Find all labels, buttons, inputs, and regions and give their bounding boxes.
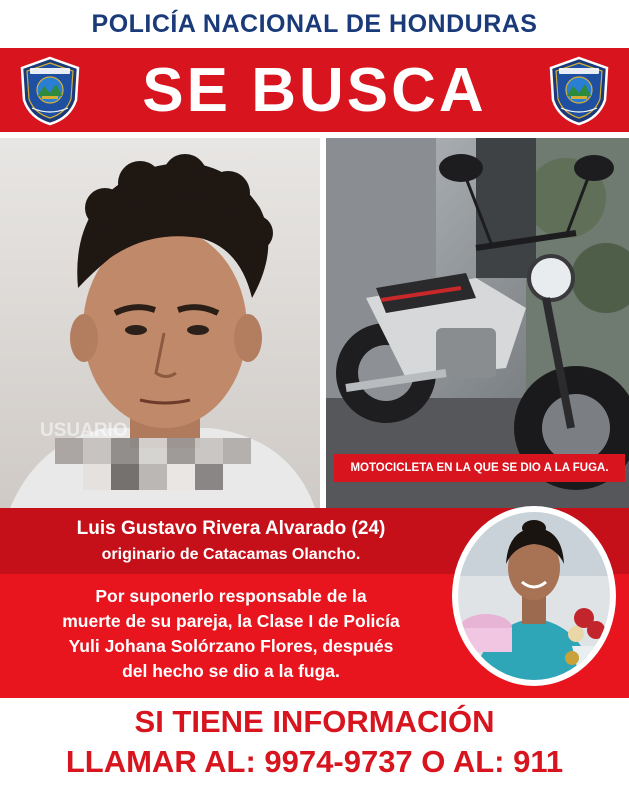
description-text xyxy=(16,584,446,684)
victim-photo xyxy=(452,506,616,686)
police-badge-right xyxy=(547,56,611,126)
contact-line-1: SI TIENE INFORMACIÓN xyxy=(134,704,495,739)
top-bar xyxy=(0,0,629,48)
description-line: Yuli Johana Solórzano Flores, después xyxy=(68,636,394,656)
description-line: muerte de su pareja, la Clase I de Policía xyxy=(62,611,400,631)
photo-section xyxy=(0,132,629,508)
org-title: POLICÍA NACIONAL DE HONDURAS xyxy=(91,9,538,38)
description-line: del hecho se dio a la fuga. xyxy=(122,661,340,681)
police-badge-left xyxy=(18,56,82,126)
description-line: Por suponerlo responsable de la xyxy=(95,586,367,606)
motorcycle-caption: MOTOCICLETA EN LA QUE SE DIO A LA FUGA. xyxy=(334,454,625,482)
suspect-name: Luis Gustavo Rivera Alvarado (24) xyxy=(76,518,386,539)
headline-se-busca: SE BUSCA xyxy=(142,55,487,125)
suspect-photo xyxy=(0,138,320,508)
contact-line-2: LLAMAR AL: 9974-9737 O AL: 911 xyxy=(65,744,564,779)
suspect-origin: originario de Catacamas Olancho. xyxy=(101,546,361,563)
suspect-overlay-text: USUARIO xyxy=(40,420,128,441)
motorcycle-photo xyxy=(326,138,629,508)
